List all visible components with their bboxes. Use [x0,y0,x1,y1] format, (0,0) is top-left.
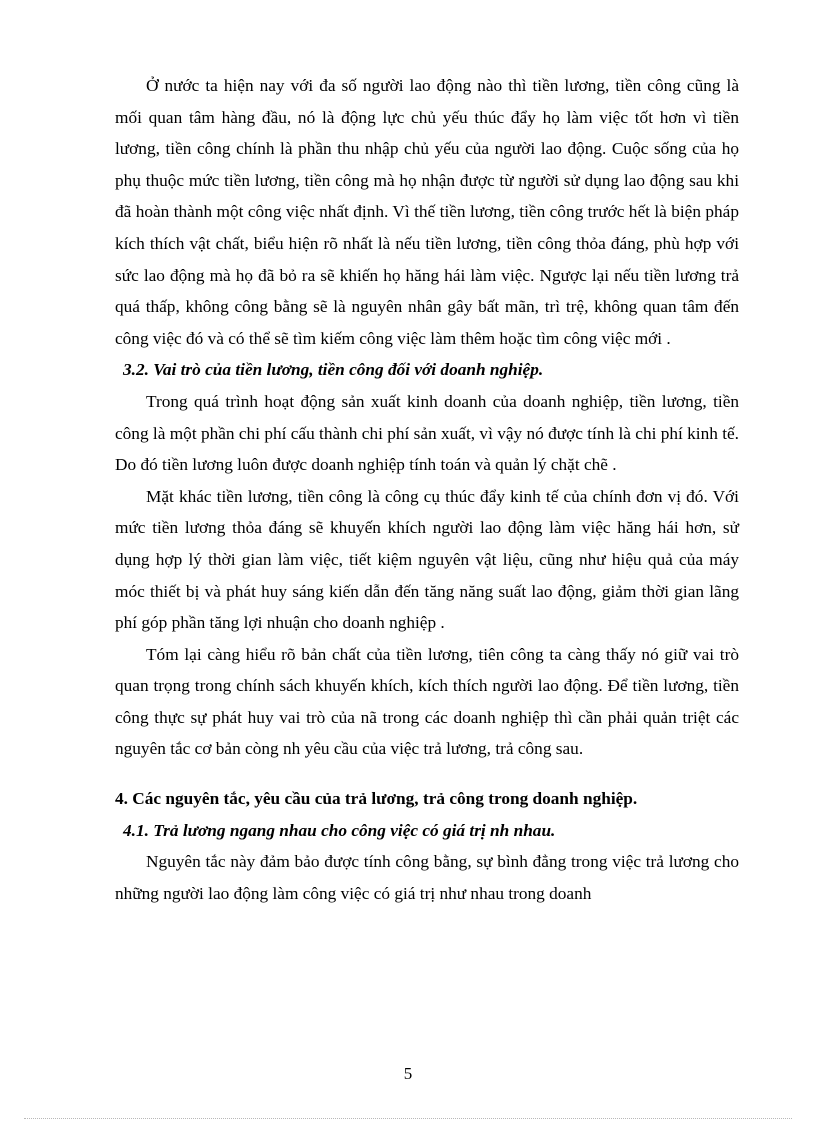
body-paragraph: Mặt khác tiền lương, tiền công là công cụ thúc đẩy kinh tế của chính đơn vị đó. Với mức tiền lương thỏa đáng sẽ khuyến khích người lao động làm việc hăng hái hơn, sử dụng hợp lý thời gian làm việc, tiết kiệm nguyên vật liệu, cũng như hiệu quả của máy móc thiết bị và phát huy sáng kiến dẫn đến tăng năng suất lao động, giảm thời gian lãng phí góp phần tăng lợi nhuận cho doanh nghiệp . [115,486,739,633]
body-paragraph: Trong quá trình hoạt động sản xuất kinh doanh của doanh nghiệp, tiền lương, tiền công là một phần chi phí cấu thành chi phí sản xuất, vì vậy nó được tính là chi phí kinh tế. Do đó tiền lương luôn được doanh nghiệp tính toán và quản lý chặt chẽ . [115,391,739,475]
body-paragraph: Tóm lại càng hiểu rõ bản chất của tiền lương, tiên công ta càng thấy nó giữ vai trò quan trọng trong chính sách khuyến khích, kích thích người lao động. Để tiền lương, tiền công thực sự phát huy vai trò của nã trong các doanh nghiệp thì cần phải quản triệt các nguyên tắc cơ bản còng nh yêu cầu của việc trả lương, trả công sau. [115,644,739,759]
body-paragraph: Ở nước ta hiện nay với đa số người lao động nào thì tiền lương, tiền công cũng là mối quan tâm hàng đầu, nó là động lực chủ yếu thúc đẩy họ làm việc tốt hơn vì tiền lương, tiền công chính là phần thu nhập chủ yếu của người lao động. Cuộc sống của họ phụ thuộc mức tiền lương, tiền công mà họ nhận được từ người sử dụng lao động sau khi đã hoàn thành một công việc nhất định. Vì thế tiền lương, tiền công trước hết là biện pháp kích thích vật chất, biểu hiện rõ nhất là nếu tiền lương, tiền công thỏa đáng, phù hợp với sức lao động mà họ đã bỏ ra sẽ khiến họ hăng hái làm việc. Ngược lại nếu tiền lương trả quá thấp, không công bằng sẽ là nguyên nhân gây bất mãn, trì trệ, không quan tâm đến công việc đó và có thể sẽ tìm kiếm công việc làm thêm hoặc tìm công việc mới . [115,76,739,348]
body-paragraph: Nguyên tắc này đảm bảo được tính công bằng, sự bình đẳng trong việc trả lương cho những người lao động làm công việc có giá trị như nhau trong doanh [115,852,739,903]
section-heading-3-2: 3.2. Vai trò của tiền lương, tiền công đối với doanh nghiệp. [123,360,544,380]
section-heading-4: 4. Các nguyên tắc, yêu cầu của trả lương, trả công trong doanh nghiệp. [115,789,638,809]
page-number: 5 [403,1064,413,1083]
page-bottom-divider [24,1118,792,1119]
section-heading-4-1: 4.1. Trả lương ngang nhau cho công việc có giá trị nh nhau. [123,820,556,840]
document-body [115,70,739,909]
section-spacer [115,765,739,783]
